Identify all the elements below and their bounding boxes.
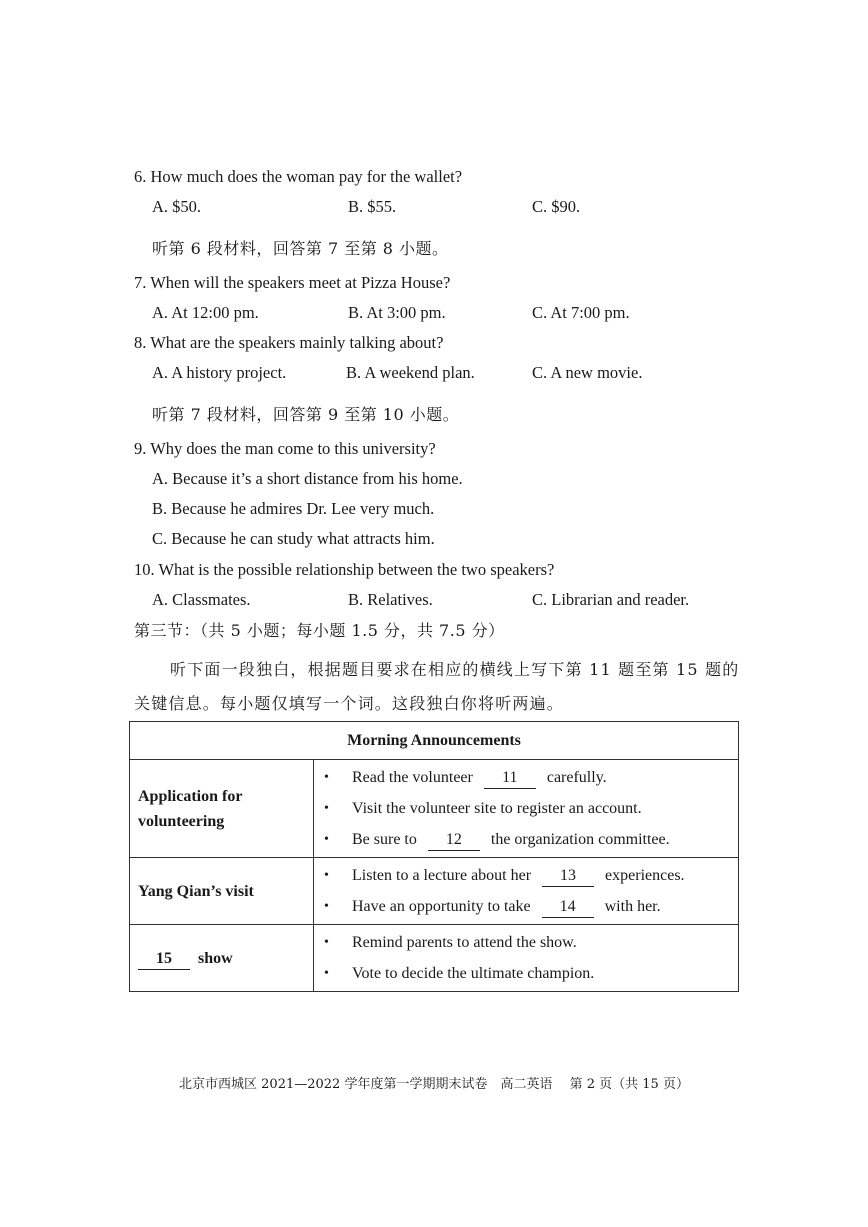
q6-option-a: A. $50. [152, 197, 202, 216]
bullet-icon: • [324, 832, 329, 847]
row-label-visit: Yang Qian’s visit [130, 858, 314, 925]
q10-option-a: A. Classmates. [152, 590, 251, 609]
table-row [130, 858, 739, 925]
text-fragment: the organization committee. [490, 831, 670, 848]
answer-blank-13[interactable]: 13 [542, 866, 594, 887]
bullet-icon: • [324, 801, 329, 816]
part3-title: 第三节：（共 5 小题；每小题 1.5 分，共 7.5 分） [134, 621, 505, 640]
answer-blank-11[interactable]: 11 [484, 768, 536, 789]
answer-blank-14[interactable]: 14 [542, 897, 594, 918]
text-fragment: Vote to decide the ultimate champion. [352, 965, 595, 982]
table-title: Morning Announcements [130, 722, 739, 760]
answer-blank-15[interactable]: 15 [138, 949, 190, 970]
row-label-application [130, 760, 314, 858]
row-bullets [314, 760, 739, 858]
text-fragment: Read the volunteer [352, 769, 473, 786]
list-item [314, 891, 738, 922]
text-fragment: carefully. [546, 769, 607, 786]
q8-stem: 8. What are the speakers mainly talking about? [134, 333, 444, 352]
part3-instruction-line1: 听下面一段独白，根据题目要求在相应的横线上写下第 11 题至第 15 题的 [170, 660, 740, 679]
q10-option-b: B. Relatives. [348, 590, 433, 609]
q9-stem: 9. Why does the man come to this university? [134, 439, 436, 458]
row-bullets [314, 925, 739, 992]
row-label-line: Application for [138, 787, 243, 805]
q7-option-a: A. At 12:00 pm. [152, 303, 259, 322]
list-item [314, 793, 738, 824]
q8-option-c: C. A new movie. [532, 363, 643, 382]
q9-option-c: C. Because he can study what attracts him. [152, 529, 435, 548]
bullet-icon: • [324, 935, 329, 950]
table-row [130, 760, 739, 858]
q6-stem: 6. How much does the woman pay for the wallet? [134, 167, 463, 186]
q8-option-a: A. A history project. [152, 363, 287, 382]
q7-option-b: B. At 3:00 pm. [348, 303, 446, 322]
list-item [314, 927, 738, 958]
text-fragment: Have an opportunity to take [352, 898, 531, 915]
bullet-icon: • [324, 966, 329, 981]
q6-option-b: B. $55. [348, 197, 397, 216]
q7-option-c: C. At 7:00 pm. [532, 303, 630, 322]
answer-blank-12[interactable]: 12 [428, 830, 480, 851]
bullet-icon: • [324, 899, 329, 914]
q8-option-b: B. A weekend plan. [346, 363, 475, 382]
row-label-text: show [198, 949, 233, 967]
q9-option-b: B. Because he admires Dr. Lee very much. [152, 499, 435, 518]
q10-option-c: C. Librarian and reader. [532, 590, 690, 609]
q6-option-c: C. $90. [532, 197, 581, 216]
table-row [130, 925, 739, 992]
text-fragment: Visit the volunteer site to register an account. [352, 800, 642, 817]
row-label-line: volunteering [138, 812, 225, 830]
part3-instruction-line2: 关键信息。每小题仅填写一个词。这段独白你将听两遍。 [134, 694, 565, 713]
text-fragment: experiences. [605, 867, 685, 884]
row-bullets [314, 858, 739, 925]
list-item [314, 824, 738, 855]
text-fragment: Be sure to [352, 831, 417, 848]
q7-stem: 7. When will the speakers meet at Pizza House? [134, 273, 451, 292]
list-item [314, 958, 738, 989]
section-7-instruction: 听第 7 段材料，回答第 9 至第 10 小题。 [152, 405, 460, 424]
text-fragment: with her. [604, 898, 661, 915]
text-fragment: Listen to a lecture about her [352, 867, 532, 884]
row-label-show [130, 925, 314, 992]
q10-stem: 10. What is the possible relationship between the two speakers? [134, 560, 555, 579]
list-item [314, 762, 738, 793]
page-footer: 北京市西城区 2021—2022 学年度第一学期期末试卷 高二英语 第 2 页（共 15 页） [179, 1077, 689, 1092]
text-fragment: Remind parents to attend the show. [352, 934, 577, 951]
morning-announcements-table [129, 721, 739, 992]
q9-option-a: A. Because it’s a short distance from his home. [152, 469, 463, 488]
bullet-icon: • [324, 868, 329, 883]
bullet-icon: • [324, 770, 329, 785]
section-6-instruction: 听第 6 段材料，回答第 7 至第 8 小题。 [152, 239, 449, 258]
list-item [314, 860, 738, 891]
